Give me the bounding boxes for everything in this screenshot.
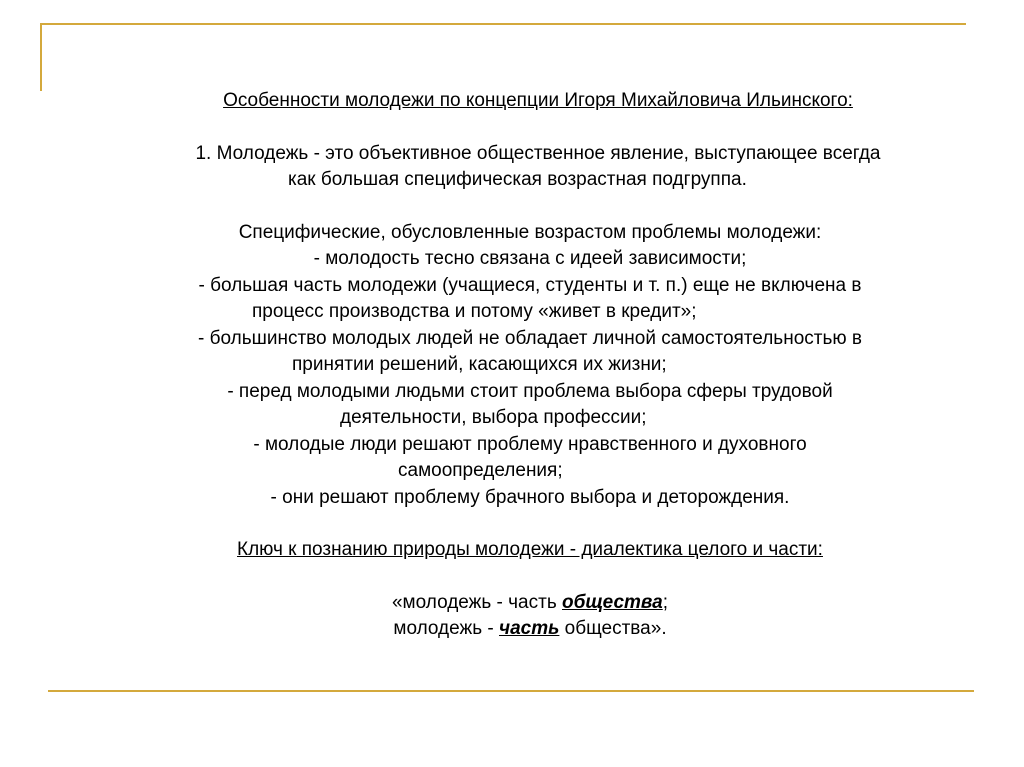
problem-item-5-continued: самоопределения;: [398, 460, 563, 481]
point-1-line-1: 1. Молодежь - это объективное общественное явление, выступающее всегда: [195, 142, 881, 164]
quote-line-1-emphasis: общества: [562, 591, 663, 613]
point-1-line-2: как большая специфическая возрастная подгруппа.: [288, 169, 747, 190]
quote-line-2-after: общества».: [559, 618, 667, 639]
problem-item-3-continued: принятии решений, касающихся их жизни;: [292, 354, 667, 375]
problem-item-4: - перед молодыми людьми стоит проблема выбора сферы трудовой: [227, 380, 833, 402]
slide-content: [90, 88, 970, 643]
problem-item-1: - молодость тесно связана с идеей зависимости;: [313, 248, 747, 269]
key-heading: Ключ к познанию природы молодежи - диалектика целого и части:: [237, 539, 823, 560]
top-decorative-rule: [40, 23, 966, 25]
quote-line-1-before: «молодежь - часть: [391, 591, 562, 613]
problem-item-6: - они решают проблему брачного выбора и деторождения.: [270, 486, 790, 508]
quote-line-2-before: молодежь -: [393, 618, 499, 639]
problems-heading: Специфические, обусловленные возрастом проблемы молодежи:: [238, 221, 822, 243]
quote-line-2: [90, 616, 970, 643]
problem-item-5: - молодые люди решают проблему нравственного и духовного: [253, 433, 807, 455]
problem-item-2: - большая часть молодежи (учащиеся, студенты и т. п.) еще не включена в: [198, 274, 862, 296]
quote-line-1-after: ;: [662, 591, 668, 613]
quote-line-1: [90, 590, 970, 617]
bottom-decorative-rule: [48, 690, 974, 692]
problem-item-4-continued: деятельности, выбора профессии;: [340, 407, 647, 428]
quote-line-2-emphasis: часть: [499, 618, 560, 639]
left-decorative-rule: [40, 23, 42, 91]
slide-title: Особенности молодежи по концепции Игоря Михайловича Ильинского:: [223, 90, 853, 111]
problem-item-3: - большинство молодых людей не обладает личной самостоятельностью в: [198, 327, 862, 349]
problem-item-2-continued: процесс производства и потому «живет в кредит»;: [252, 301, 697, 322]
